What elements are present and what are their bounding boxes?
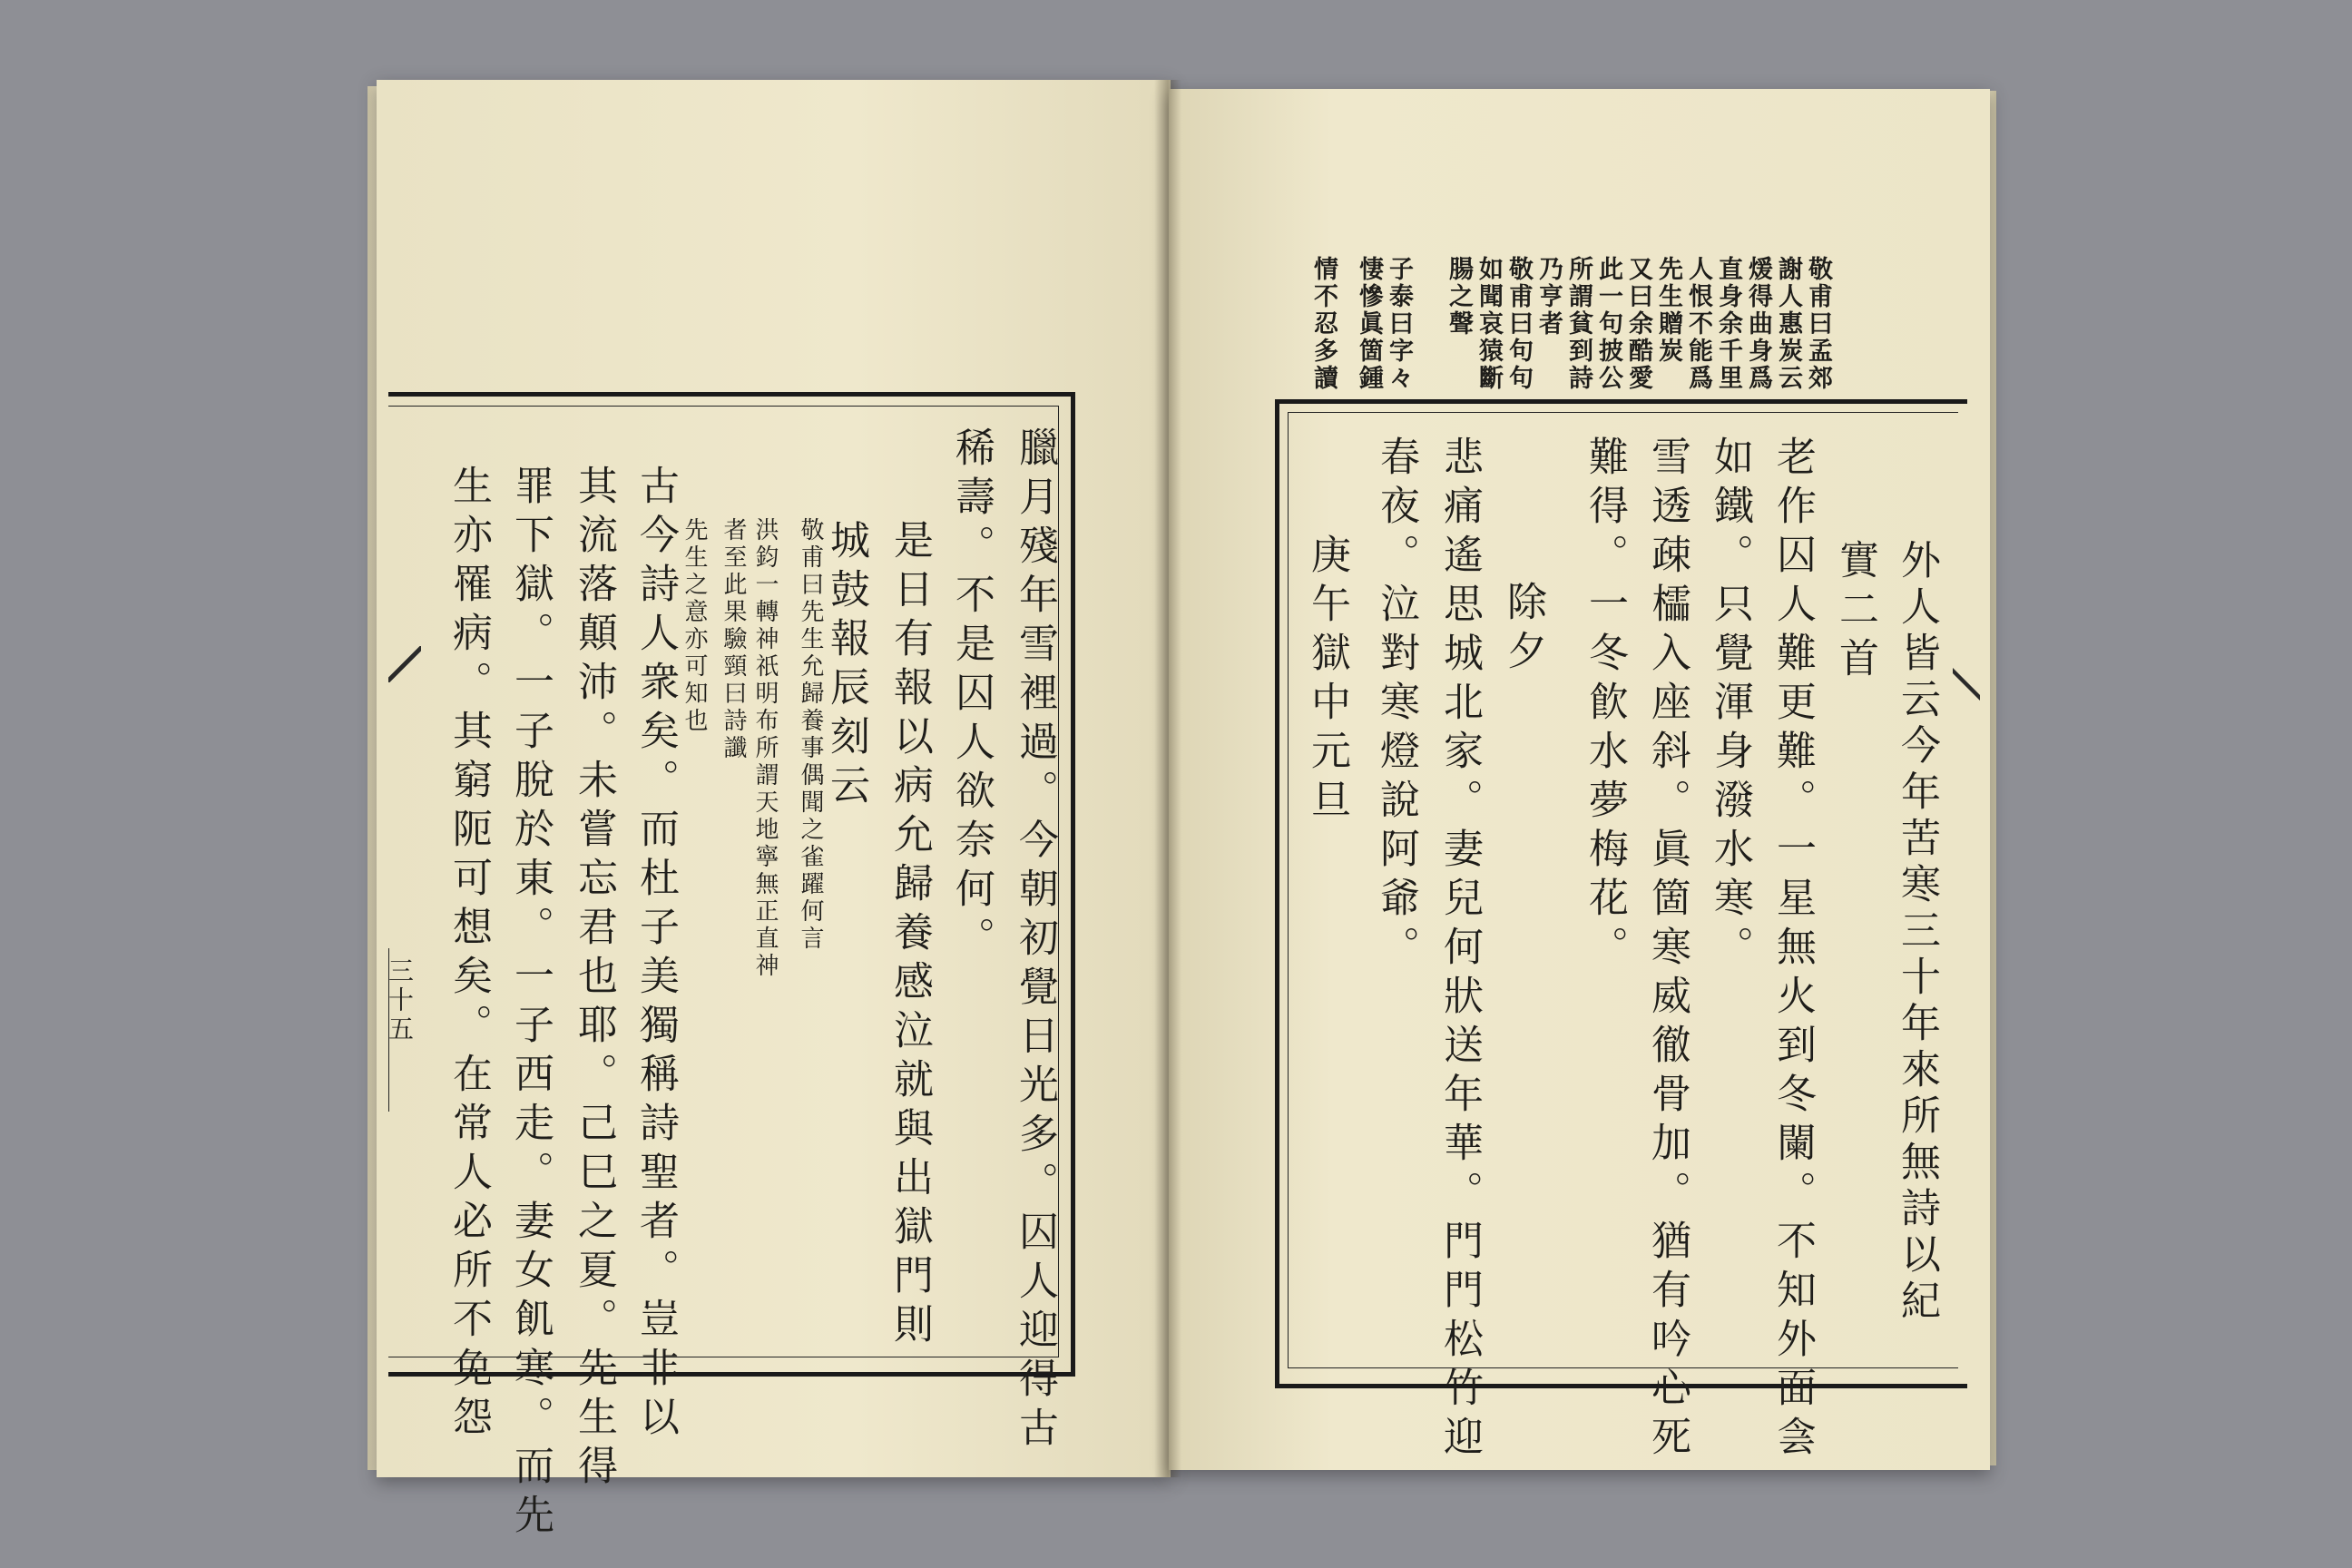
headnote-column: 又曰余酷愛 (1624, 256, 1652, 392)
headnote-column: 人恨不能爲 (1684, 256, 1712, 392)
text-column: 罪下獄。一子脫於東。一子西走。妻女飢寒。而先 (507, 465, 554, 1543)
text-column: 雪透疎櫺入座斜。眞箇寒威徹骨加。猶有吟心死 (1644, 436, 1690, 1465)
fishtail-mark (388, 646, 421, 682)
text-column: 如鐵。只覺渾身潑水寒。 (1707, 436, 1753, 975)
headnote-column: 子泰曰字々 (1385, 256, 1413, 392)
headnote-column: 此一句披公 (1594, 256, 1622, 392)
poem-title: 除夕 (1500, 581, 1546, 679)
text-column: 難得。一冬飮水夢梅花。 (1582, 436, 1628, 975)
headnote-column: 情不忍多讀 (1309, 256, 1338, 392)
headnote-column: 悽慘眞箇鍾 (1355, 256, 1383, 392)
fishtail-mark (1953, 667, 1980, 701)
text-column: 老作囚人難更難。一星無火到冬闌。不知外面侌 (1769, 436, 1816, 1465)
text-column: 實二首 (1832, 539, 1878, 686)
poem-title: 庚午獄中元旦 (1304, 534, 1350, 828)
text-column: 古今詩人衆矣。而杜子美獨稱詩聖者。豈非以 (632, 465, 679, 1445)
book-gutter (1154, 80, 1181, 1477)
folio-number: 三十五 (385, 957, 415, 1044)
headnote-column: 乃亨者 (1534, 256, 1563, 338)
headnote-column: 所謂貧到詩 (1564, 256, 1592, 392)
text-column: 是日有報以病允歸養感泣就與出獄門則 (887, 519, 933, 1352)
commentary-column: 者至此果驗頸曰詩讖 (720, 517, 747, 762)
headnote-column: 敬甫曰句句 (1504, 256, 1533, 392)
text-column: 悲痛遙思城北家。妻兒何狀送年華。門門松竹迎 (1436, 436, 1483, 1465)
text-column: 其流落顛沛。未嘗忘君也耶。己巳之夏。先生得 (571, 465, 617, 1494)
text-column: 城鼓報辰刻云 (823, 519, 869, 813)
commentary-column: 先生之意亦可知也 (681, 517, 708, 735)
text-column: 稀壽。不是囚人欲奈何。 (948, 426, 995, 965)
commentary-column: 洪鈞一轉神祇明布所謂天地寧無正直神 (751, 517, 779, 980)
headnote-column: 煖得曲身爲 (1744, 256, 1772, 392)
headnote-column: 腸之聲 (1445, 256, 1473, 338)
text-column: 臘月殘年雪裡過。今朝初覺日光多。囚人迎得古 (1012, 426, 1058, 1455)
headnote-column: 先生贈炭 (1654, 256, 1682, 365)
headnote-column: 謝人惠炭云 (1774, 256, 1802, 392)
commentary-column: 敬甫曰先生允歸養事偶聞之雀躍何言 (797, 517, 824, 953)
headnote-column: 直身余千里 (1714, 256, 1742, 392)
headnote-column: 敬甫曰孟郊 (1804, 256, 1832, 392)
text-column: 生亦罹病。其窮阨可想矣。在常人必所不免怨 (446, 465, 492, 1445)
text-column: 春夜。泣對寒燈說阿爺。 (1373, 436, 1419, 975)
headnote-column: 如聞哀猿斷 (1475, 256, 1503, 392)
text-column: 外人皆云今年苦寒三十年來所無詩以紀 (1894, 539, 1940, 1326)
